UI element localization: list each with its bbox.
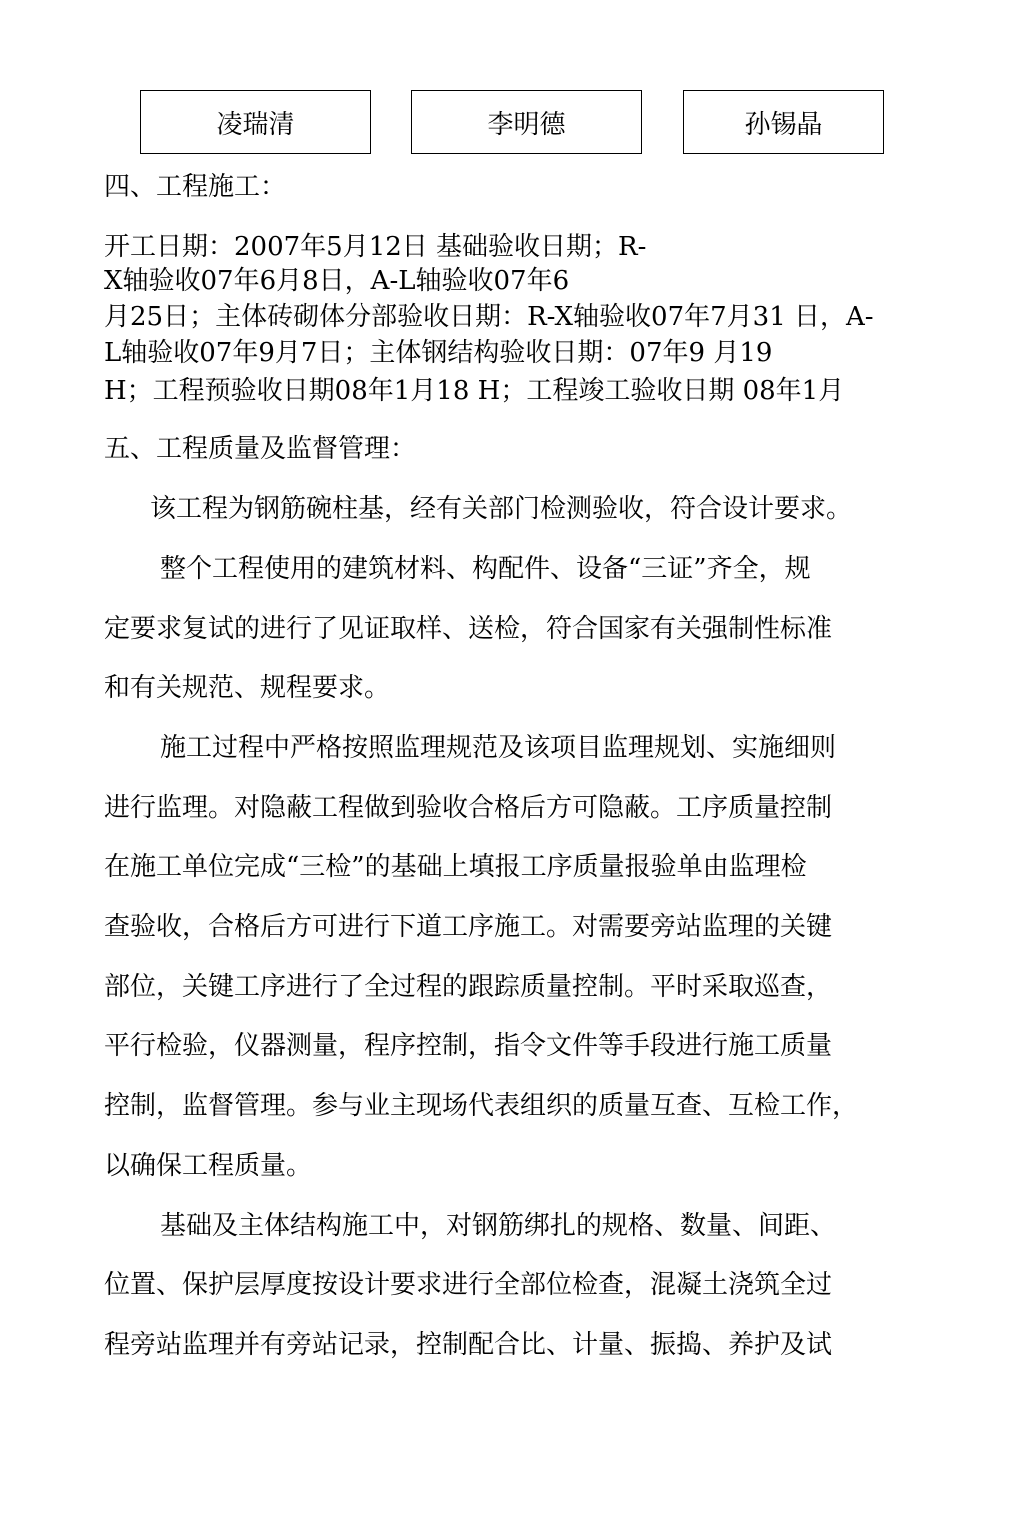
signature-box-3 [683, 90, 884, 154]
paragraph-line: 部位，关键工序进行了全过程的跟踪质量控制。平时采取巡查， [104, 972, 833, 1002]
paragraph-line: 程旁站监理并有旁站记录，控制配合比、计量、振捣、养护及试 [104, 1330, 833, 1360]
paragraph-line: 和有关规范、规程要求。 [104, 673, 391, 703]
paragraph-line: 以确保工程质量。 [104, 1151, 313, 1181]
section-4-heading: 四、工程施工： [104, 172, 287, 202]
paragraph-line: 控制，监督管理。参与业主现场代表组织的质量互查、互检工作， [104, 1091, 859, 1121]
section-4-line: 月25日；主体砖砌体分部验收日期：R-X轴验收07年7月31 日，A- [104, 302, 874, 332]
section-4-line: 开工日期：2007年5月12日 基础验收日期；R- [104, 232, 647, 262]
paragraph-line: 位置、保护层厚度按设计要求进行全部位检查，混凝土浇筑全过 [104, 1270, 833, 1300]
signature-name: 李明德 [487, 109, 566, 140]
paragraph-line: 整个工程使用的建筑材料、构配件、设备“三证”齐全，规 [160, 554, 811, 584]
signature-box-2 [411, 90, 642, 154]
paragraph-line: 定要求复试的进行了见证取样、送检，符合国家有关强制性标准 [104, 614, 833, 644]
paragraph-line: 该工程为钢筋碗柱基，经有关部门检测验收，符合设计要求。 [150, 494, 853, 524]
section-4-line: H；工程预验收日期08年1月18 H；工程竣工验收日期 08年1月 [104, 376, 845, 406]
signature-box-1 [140, 90, 371, 154]
section-4-line: X轴验收07年6月8日，A-L轴验收07年6 [104, 266, 570, 296]
section-4-line: L轴验收07年9月7日；主体钢结构验收日期：07年9 月19 [104, 338, 773, 368]
paragraph-line: 查验收，合格后方可进行下道工序施工。对需要旁站监理的关键 [104, 912, 833, 942]
paragraph-line: 进行监理。对隐蔽工程做到验收合格后方可隐蔽。工序质量控制 [104, 793, 833, 823]
paragraph-line: 在施工单位完成“三检”的基础上填报工序质量报验单由监理检 [104, 852, 807, 882]
signature-name: 孙锡晶 [744, 109, 823, 140]
paragraph-line: 基础及主体结构施工中，对钢筋绑扎的规格、数量、间距、 [160, 1211, 837, 1241]
paragraph-line: 平行检验，仪器测量，程序控制，指令文件等手段进行施工质量 [104, 1031, 833, 1061]
signature-name: 凌瑞清 [216, 109, 295, 140]
section-5-heading: 五、工程质量及监督管理： [104, 434, 417, 464]
paragraph-line: 施工过程中严格按照监理规范及该项目监理规划、实施细则 [160, 733, 837, 763]
